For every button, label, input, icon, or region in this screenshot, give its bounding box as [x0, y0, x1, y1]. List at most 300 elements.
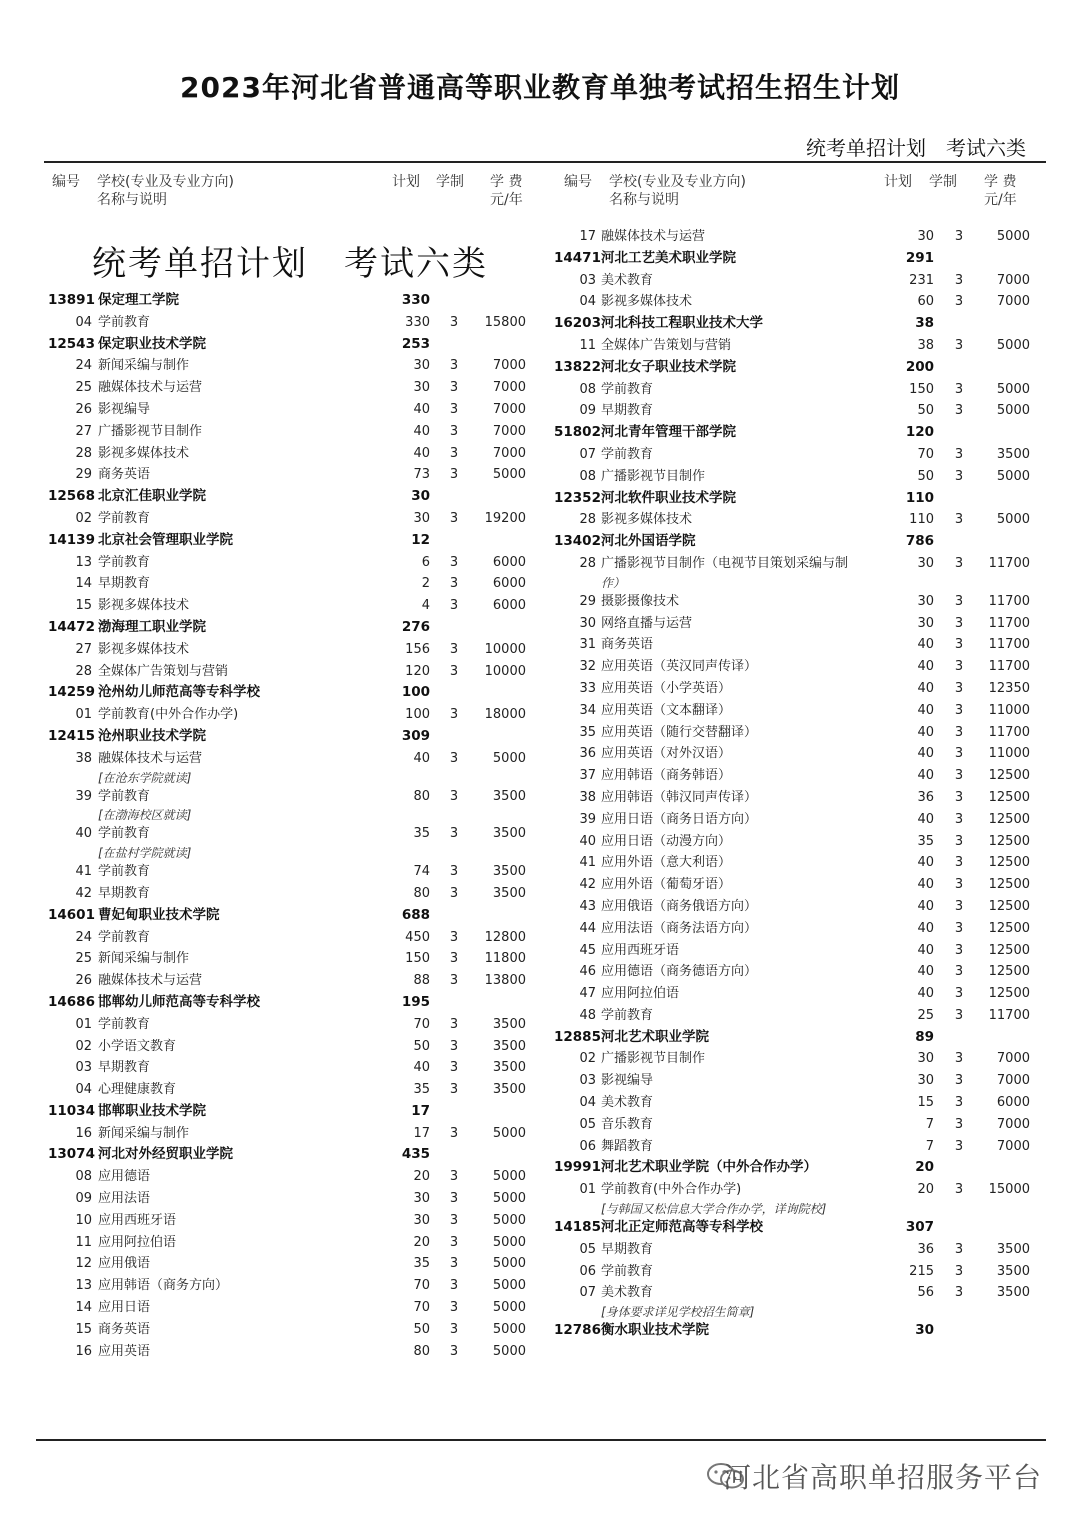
major-name: 学前教育(中外合作办学): [98, 707, 239, 723]
major-row: [48, 786, 538, 808]
major-plan: 120: [405, 663, 430, 679]
major-plan: 40: [917, 680, 934, 696]
major-row: [554, 831, 1044, 853]
major-name: 应用英语（小学英语）: [601, 680, 732, 696]
major-plan: 40: [917, 724, 934, 740]
major-plan: 215: [909, 1263, 934, 1279]
major-plan: 30: [917, 1051, 934, 1067]
major-number: 37: [579, 768, 596, 784]
school-plan-total: 17: [411, 1102, 430, 1119]
major-name: 应用英语（英汉同声传译）: [601, 659, 758, 675]
major-plan: 450: [405, 929, 430, 945]
major-name: 学前教育: [98, 788, 151, 804]
school-name: 曹妃甸职业技术学院: [98, 906, 220, 923]
major-row: [48, 1166, 538, 1188]
major-fee: 5000: [492, 1169, 526, 1185]
major-number: 47: [579, 986, 596, 1002]
major-plan: 30: [413, 358, 430, 374]
major-fee: 7000: [996, 294, 1030, 310]
major-fee: 3500: [492, 1038, 526, 1054]
school-name: 衡水职业技术学院: [601, 1322, 709, 1339]
major-name: 应用阿拉伯语: [601, 986, 680, 1002]
major-years: 3: [954, 615, 964, 631]
major-number: 08: [75, 1169, 92, 1185]
major-row: [554, 553, 1044, 575]
major-name: 应用韩语（商务韩语）: [601, 768, 732, 784]
school-plan-total: 309: [401, 727, 430, 744]
major-name: 影视编导: [601, 1073, 654, 1089]
major-years: 3: [449, 1125, 459, 1141]
major-name: 美术教育: [601, 1095, 654, 1111]
major-number: 45: [579, 942, 596, 958]
major-name: 融媒体技术与运营: [98, 750, 203, 766]
major-row: [554, 722, 1044, 744]
major-number: 02: [75, 1038, 92, 1054]
major-number: 11: [579, 337, 596, 353]
major-row: [554, 613, 1044, 635]
major-name: 新闻采编与制作: [98, 358, 190, 374]
major-years: 3: [954, 403, 964, 419]
school-plan-total: 195: [401, 993, 430, 1010]
major-fee: 15800: [484, 314, 526, 330]
header-school-line2: 名称与说明: [97, 192, 167, 208]
major-number: 38: [579, 789, 596, 805]
left-column-list: [48, 290, 538, 1362]
major-number: 12: [75, 1256, 92, 1272]
school-code: 11034: [48, 1102, 95, 1119]
school-code: 14471: [554, 249, 601, 266]
major-name: 摄影摄像技术: [601, 593, 680, 609]
major-row: [554, 591, 1044, 613]
major-row: [48, 970, 538, 992]
major-years: 3: [449, 788, 459, 804]
major-row: [48, 823, 538, 845]
major-fee: 5000: [996, 512, 1030, 528]
major-name: 新闻采编与制作: [98, 1125, 190, 1141]
major-years: 3: [954, 811, 964, 827]
school-name: 邯郸职业技术学院: [98, 1102, 206, 1119]
major-fee: 12800: [484, 929, 526, 945]
school-plan-total: 89: [915, 1028, 934, 1045]
major-number: 46: [579, 964, 596, 980]
major-years: 3: [449, 1234, 459, 1250]
major-row: [554, 291, 1044, 313]
school-code: 19991: [554, 1159, 601, 1176]
school-name: 邯郸幼儿师范高等专科学校: [98, 993, 260, 1010]
major-number: 34: [579, 702, 596, 718]
major-row: [48, 883, 538, 905]
major-number: 27: [75, 641, 92, 657]
school-row: [48, 1144, 538, 1166]
major-years: 3: [449, 973, 459, 989]
major-number: 30: [579, 615, 596, 631]
major-name: 应用法语: [98, 1191, 151, 1207]
major-years: 3: [954, 512, 964, 528]
major-plan: 156: [405, 641, 430, 657]
major-plan: 150: [909, 381, 934, 397]
school-name: 保定理工学院: [98, 292, 179, 308]
major-plan: 40: [917, 942, 934, 958]
major-fee: 3500: [996, 1285, 1030, 1301]
major-name: 应用英语: [98, 1343, 151, 1359]
major-number: 16: [75, 1125, 92, 1141]
major-plan: 40: [917, 811, 934, 827]
school-plan-total: 100: [401, 684, 430, 701]
major-plan: 35: [413, 1256, 430, 1272]
note-text: [在沧东学院就读]: [98, 770, 192, 785]
major-number: 43: [579, 898, 596, 914]
school-row: [554, 357, 1044, 379]
school-code: 14686: [48, 993, 95, 1010]
major-years: 3: [449, 1082, 459, 1098]
major-name: 心理健康教育: [98, 1082, 177, 1098]
major-fee: 3500: [996, 1263, 1030, 1279]
major-row: [554, 765, 1044, 787]
major-fee: 12500: [988, 811, 1030, 827]
major-row: [554, 270, 1044, 292]
major-row: [48, 1079, 538, 1101]
major-plan: 2: [421, 576, 430, 592]
major-row: [48, 927, 538, 949]
major-number: 05: [579, 1241, 596, 1257]
school-name: 河北外国语学院: [601, 533, 696, 550]
major-row: [554, 918, 1044, 940]
major-row: [48, 861, 538, 883]
major-row: [554, 896, 1044, 918]
major-row: [554, 444, 1044, 466]
major-number: 36: [579, 746, 596, 762]
major-name: 广播影视节目制作（电视节目策划采编与制: [601, 555, 849, 571]
major-number: 24: [75, 358, 92, 374]
major-row: [554, 787, 1044, 809]
major-plan: 20: [917, 1182, 934, 1198]
major-years: 3: [954, 593, 964, 609]
major-row: [554, 400, 1044, 422]
school-plan-total: 38: [915, 315, 934, 332]
major-fee: 5000: [996, 337, 1030, 353]
major-plan: 30: [413, 380, 430, 396]
major-years: 3: [954, 1116, 964, 1132]
school-row: [48, 290, 538, 312]
major-name: 应用西班牙语: [98, 1212, 177, 1228]
major-number: 01: [75, 1016, 92, 1032]
major-name: 早期教育: [98, 885, 151, 901]
major-plan: 56: [917, 1285, 934, 1301]
major-plan: 35: [413, 1082, 430, 1098]
header-years: 学制: [436, 174, 464, 190]
major-name: 全媒体广告策划与营销: [601, 337, 732, 353]
major-fee: 3500: [996, 446, 1030, 462]
major-fee: 12500: [988, 920, 1030, 936]
major-number: 03: [579, 1073, 596, 1089]
major-name: 学前教育: [98, 826, 151, 842]
school-code: 16203: [554, 315, 601, 332]
major-fee: 5000: [492, 1234, 526, 1250]
major-number: 28: [579, 512, 596, 528]
major-years: 3: [954, 877, 964, 893]
major-years: 3: [954, 446, 964, 462]
major-fee: 12500: [988, 898, 1030, 914]
major-name: 舞蹈教育: [601, 1138, 654, 1154]
major-plan: 110: [909, 512, 934, 528]
major-years: 3: [449, 1300, 459, 1316]
major-number: 39: [579, 811, 596, 827]
major-years: 3: [954, 555, 964, 571]
major-fee: 5000: [996, 403, 1030, 419]
major-fee: 5000: [996, 468, 1030, 484]
major-name: 应用德语: [98, 1169, 151, 1185]
major-row: [554, 1005, 1044, 1027]
major-row: [48, 1319, 538, 1341]
major-years: 3: [954, 381, 964, 397]
major-plan: 80: [413, 1343, 430, 1359]
major-years: 3: [954, 942, 964, 958]
note-text: [在渤海校区就读]: [98, 808, 192, 823]
header-plan: 计划: [392, 174, 420, 190]
major-number: 07: [579, 1285, 596, 1301]
major-plan: 40: [917, 659, 934, 675]
major-note: [48, 807, 538, 823]
major-number: 06: [579, 1138, 596, 1154]
major-years: 3: [449, 1038, 459, 1054]
major-name: 学前教育: [601, 1263, 654, 1279]
major-name: 早期教育: [601, 403, 654, 419]
major-row: [554, 1092, 1044, 1114]
major-number: 01: [75, 707, 92, 723]
major-name: 应用阿拉伯语: [98, 1234, 177, 1250]
major-fee: 5000: [492, 750, 526, 766]
major-fee: 3500: [492, 1016, 526, 1032]
major-years: 3: [954, 637, 964, 653]
major-name: 应用英语（随行交替翻译）: [601, 724, 758, 740]
major-fee: 7000: [996, 1073, 1030, 1089]
major-plan: 150: [405, 951, 430, 967]
school-plan-total: 200: [905, 358, 934, 375]
major-name: 应用英语（对外汉语）: [601, 746, 732, 762]
major-years: 3: [449, 929, 459, 945]
major-plan: 40: [917, 898, 934, 914]
major-row: [554, 874, 1044, 896]
major-row: [48, 1014, 538, 1036]
school-plan-total: 688: [401, 906, 430, 923]
top-rule: [44, 161, 1046, 163]
major-number: 38: [75, 750, 92, 766]
major-fee: 6000: [492, 598, 526, 614]
school-name: 沧州幼儿师范高等专科学校: [98, 684, 260, 701]
major-name: 学前教育(中外合作办学): [601, 1182, 742, 1198]
major-fee: 11700: [988, 637, 1030, 653]
school-plan-total: 12: [411, 531, 430, 548]
major-row: [554, 1048, 1044, 1070]
major-plan: 80: [413, 885, 430, 901]
school-row: [48, 530, 538, 552]
major-row: [554, 1179, 1044, 1201]
major-plan: 70: [413, 1300, 430, 1316]
major-name: 应用外语（葡萄牙语）: [601, 877, 732, 893]
major-name: 学前教育: [601, 381, 654, 397]
major-number: 03: [75, 1060, 92, 1076]
major-plan: 80: [413, 788, 430, 804]
major-number: 04: [579, 294, 596, 310]
major-number: 28: [75, 445, 92, 461]
major-plan: 35: [917, 833, 934, 849]
major-plan: 100: [405, 707, 430, 723]
school-row: [48, 334, 538, 356]
school-plan-total: 276: [401, 618, 430, 635]
major-fee: 3500: [492, 1060, 526, 1076]
school-row: [48, 992, 538, 1014]
major-years: 3: [954, 1007, 964, 1023]
major-name: 音乐教育: [601, 1116, 654, 1132]
major-name: 商务英语: [98, 467, 151, 483]
major-plan: 40: [917, 986, 934, 1002]
major-fee: 7000: [492, 445, 526, 461]
header-school-line2: 名称与说明: [609, 192, 679, 208]
major-name: 应用英语（文本翻译）: [601, 702, 732, 718]
major-name: 学前教育: [98, 510, 151, 526]
school-code: 14601: [48, 906, 95, 923]
header-code: 编号: [52, 174, 80, 190]
major-fee: 7000: [996, 1138, 1030, 1154]
major-name: 影视多媒体技术: [98, 445, 190, 461]
school-row: [48, 726, 538, 748]
major-plan: 40: [413, 750, 430, 766]
major-name: 早期教育: [98, 1060, 151, 1076]
major-plan: 38: [917, 337, 934, 353]
major-row: [554, 634, 1044, 656]
major-name: 学前教育: [98, 929, 151, 945]
major-number: 06: [579, 1263, 596, 1279]
major-number: 40: [579, 833, 596, 849]
major-years: 3: [954, 659, 964, 675]
header-fee-line2: 元/年: [984, 192, 1017, 208]
header-years: 学制: [929, 174, 957, 190]
major-fee: 12350: [988, 680, 1030, 696]
major-name: 融媒体技术与运营: [98, 380, 203, 396]
major-row: [48, 595, 538, 617]
major-years: 3: [449, 1060, 459, 1076]
major-number: 07: [579, 446, 596, 462]
school-code: 12415: [48, 727, 95, 744]
major-years: 3: [449, 445, 459, 461]
major-fee: 6000: [492, 554, 526, 570]
major-name: 早期教育: [98, 576, 151, 592]
major-fee: 3500: [996, 1241, 1030, 1257]
major-number: 08: [579, 381, 596, 397]
school-row: [554, 531, 1044, 553]
major-row: [48, 639, 538, 661]
major-plan: 50: [413, 1038, 430, 1054]
major-name: 商务英语: [601, 637, 654, 653]
school-row: [554, 313, 1044, 335]
major-plan: 50: [917, 403, 934, 419]
major-row: [48, 1253, 538, 1275]
major-row: [554, 1282, 1044, 1304]
major-row: [48, 1123, 538, 1145]
major-plan: 30: [917, 593, 934, 609]
major-plan: 30: [917, 615, 934, 631]
major-fee: 5000: [492, 1278, 526, 1294]
school-row: [554, 1320, 1044, 1342]
school-code: 13822: [554, 358, 601, 375]
major-number: 41: [579, 855, 596, 871]
major-years: 3: [449, 576, 459, 592]
major-name: 应用日语（动漫方向）: [601, 833, 732, 849]
major-number: 25: [75, 380, 92, 396]
major-fee: 11700: [988, 615, 1030, 631]
major-number: 15: [75, 598, 92, 614]
major-name: 商务英语: [98, 1321, 151, 1337]
major-fee: 5000: [492, 1256, 526, 1272]
school-name: 河北科技工程职业技术大学: [601, 315, 763, 332]
major-note: [554, 1304, 1044, 1320]
school-name: 河北对外经贸职业学院: [98, 1146, 233, 1163]
major-name: 应用法语（商务法语方向）: [601, 920, 758, 936]
major-name: 新闻采编与制作: [98, 951, 190, 967]
major-row: [48, 748, 538, 770]
major-plan: 15: [917, 1095, 934, 1111]
school-row: [554, 1157, 1044, 1179]
major-name: 影视多媒体技术: [98, 641, 190, 657]
major-years: 3: [954, 1073, 964, 1089]
major-fee: 5000: [996, 381, 1030, 397]
school-name: 北京社会管理职业学院: [98, 531, 233, 548]
major-years: 3: [449, 885, 459, 901]
left-column-header: [52, 174, 532, 214]
school-name: 河北工艺美术职业学院: [601, 249, 736, 266]
major-years: 3: [954, 1051, 964, 1067]
major-plan: 73: [413, 467, 430, 483]
major-fee: 12500: [988, 768, 1030, 784]
major-fee: 3500: [492, 864, 526, 880]
school-row: [554, 1217, 1044, 1239]
major-number: 10: [75, 1212, 92, 1228]
school-name: 河北正定师范高等专科学校: [601, 1219, 763, 1236]
school-plan-total: 120: [905, 424, 934, 441]
major-years: 3: [954, 702, 964, 718]
major-years: 3: [449, 314, 459, 330]
major-row: [554, 466, 1044, 488]
major-name: 学前教育: [601, 1007, 654, 1023]
major-name-continued: [554, 575, 1044, 591]
major-number: 40: [75, 826, 92, 842]
major-years: 3: [449, 598, 459, 614]
major-number: 28: [579, 555, 596, 571]
school-plan-total: 435: [401, 1146, 430, 1163]
major-years: 3: [449, 1256, 459, 1272]
major-name: 应用西班牙语: [601, 942, 680, 958]
major-fee: 11000: [988, 746, 1030, 762]
school-plan-total: 30: [915, 1322, 934, 1339]
major-row: [554, 656, 1044, 678]
major-plan: 6: [421, 554, 430, 570]
major-name: 广播影视节目制作: [601, 1051, 706, 1067]
major-row: [554, 852, 1044, 874]
school-code: 12543: [48, 335, 95, 352]
major-years: 3: [954, 1138, 964, 1154]
major-row: [48, 1275, 538, 1297]
major-row: [554, 335, 1044, 357]
major-plan: 40: [917, 920, 934, 936]
major-name: 学前教育: [98, 1016, 151, 1032]
major-number: 02: [75, 510, 92, 526]
major-fee: 7000: [492, 358, 526, 374]
school-row: [554, 248, 1044, 270]
major-name: 融媒体技术与运营: [601, 229, 706, 244]
major-row: [48, 443, 538, 465]
major-years: 3: [449, 358, 459, 374]
major-note: [554, 1201, 1044, 1217]
